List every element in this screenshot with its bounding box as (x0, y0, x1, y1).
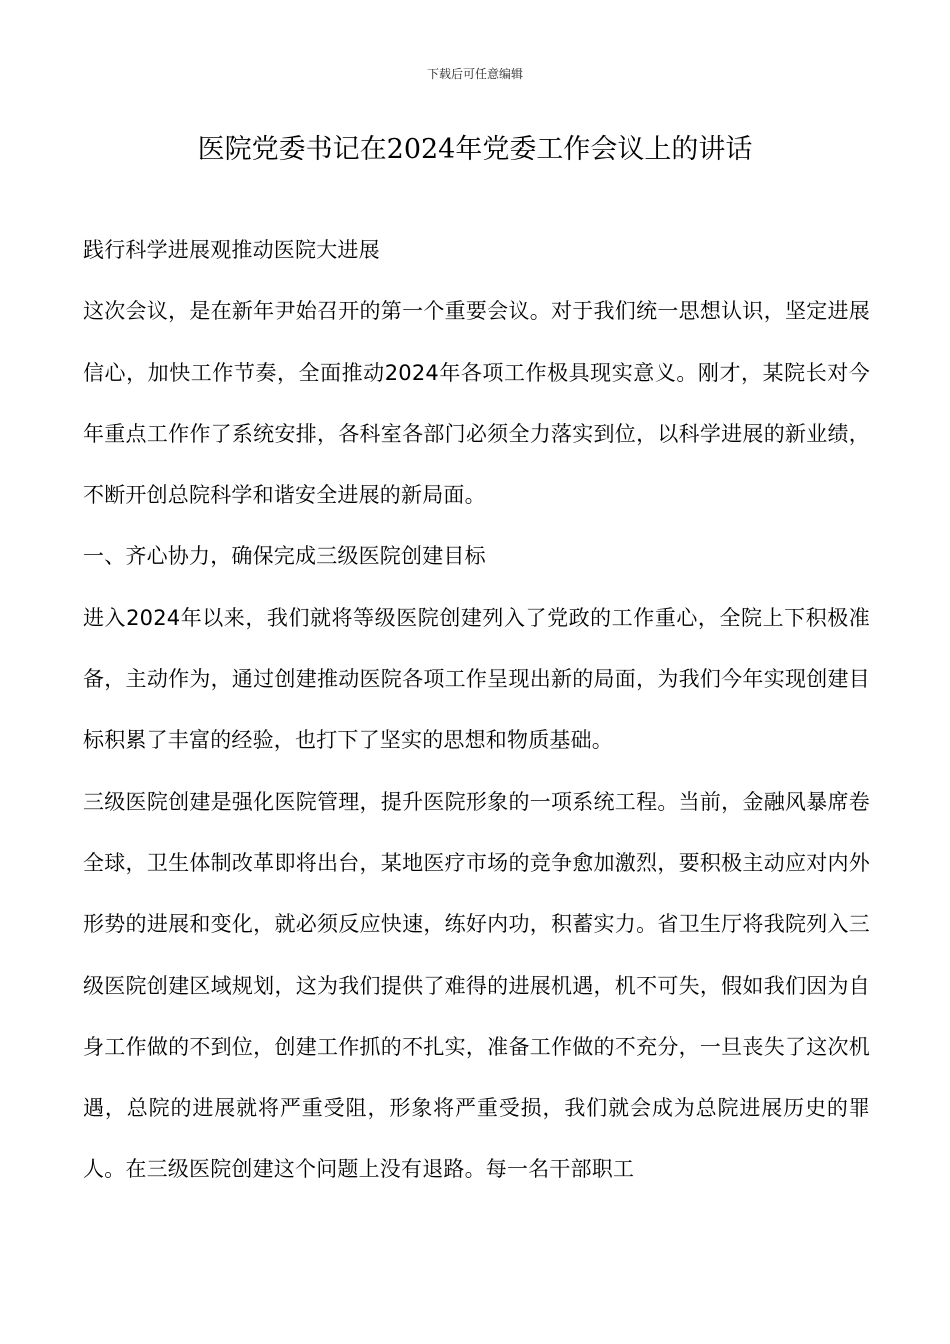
section-heading: 一、齐心协力，确保完成三级医院创建目标 (83, 544, 486, 569)
document-title: 医院党委书记在2024年党委工作会议上的讲话 (197, 134, 753, 165)
subtitle: 践行科学进展观推动医院大进展 (83, 238, 380, 262)
document-body (83, 220, 870, 1201)
paragraph-intro: 这次会议，是在新年尹始召开的第一个重要会议。对于我们统一思想认识，坚定进展信心，加快工作节奏，全面推动2024年各项工作极具现实意义。刚才，某院长对今年重点工作作了系统安排，各科室各部门必须全力落实到位，以科学进展的新业绩，不断开创总院科学和谐安全进展的新局面。 (83, 299, 870, 508)
paragraph-progress: 进入2024年以来，我们就将等级医院创建列入了党政的工作重心，全院上下积极准备，主动作为，通过创建推动医院各项工作呈现出新的局面，为我们今年实现创建目标积累了丰富的经验，也打下了坚实的思想和物质基础。 (83, 605, 870, 753)
paragraph-project: 三级医院创建是强化医院管理，提升医院形象的一项系统工程。当前，金融风暴席卷全球，卫生体制改革即将出台，某地医疗市场的竞争愈加激烈，要积极主动应对内外形势的进展和变化，就必须反应快速，练好内功，积蓄实力。省卫生厅将我院列入三级医院创建区域规划，这为我们提供了难得的进展机遇，机不可失，假如我们因为自身工作做的不到位，创建工作抓的不扎实，准备工作做的不充分，一旦丧失了这次机遇，总院的进展就将严重受阻，形象将严重受损，我们就会成为总院进展历史的罪人。在三级医院创建这个问题上没有退路。每一名干部职工 (83, 789, 870, 1182)
header-note: 下载后可任意编辑 (426, 67, 523, 81)
